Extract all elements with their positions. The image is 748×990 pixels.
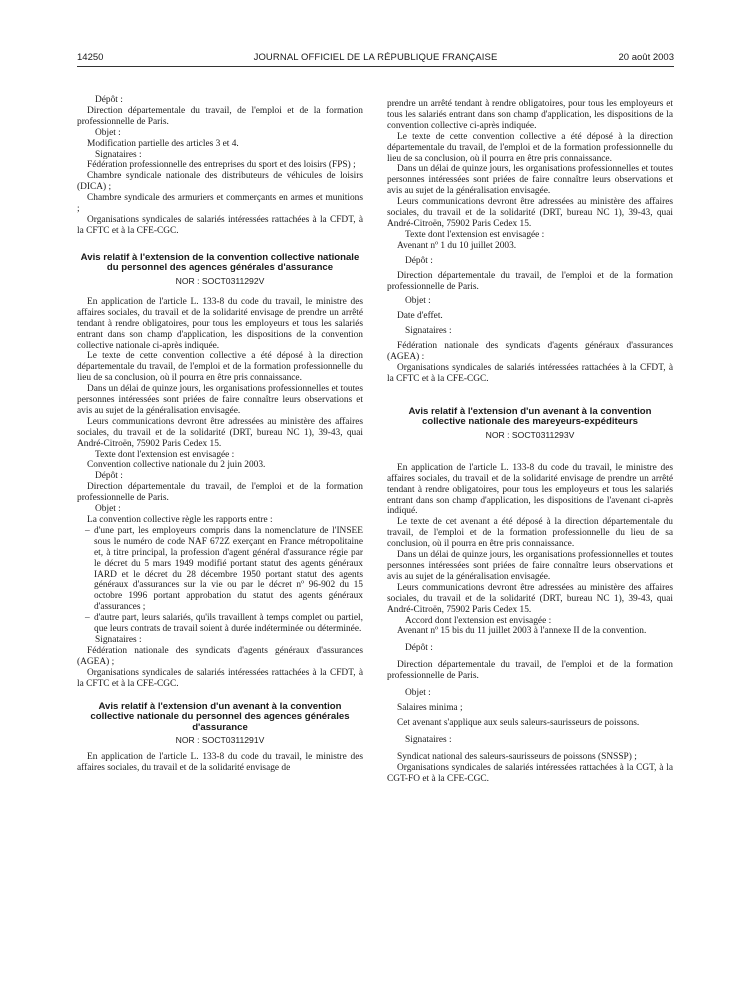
nor-reference: NOR : SOCT0311291V (175, 735, 265, 746)
label-signataires: Signataires : (405, 734, 452, 745)
paragraph: Avenant nº 15 bis du 11 juillet 2003 à l'annexe II de la convention. (397, 626, 647, 637)
paragraph: Date d'effet. (397, 311, 443, 322)
paragraph: Leurs communications devront être adressées au ministère des affaires sociales, du travail et de la solidarité (DRT, bureau NC 1), 39-43, quai André-Citroën, 75902 Paris Cedex 15. (387, 197, 673, 229)
paragraph: Salaires minima ; (397, 702, 463, 713)
paragraph: Direction départementale du travail, de l'emploi et de la formation professionnelle de Paris. (77, 482, 363, 504)
paragraph: Organisations syndicales de salariés intéressées rattachées à la CFDT, à la CFTC et à la CFE-CGC. (387, 362, 673, 384)
paragraph: Organisations syndicales de salariés intéressées rattachées à la CGT, à la CGT-FO et à la CFE-CGC. (387, 762, 673, 784)
label-objet: Objet : (405, 688, 431, 699)
paragraph: Modification partielle des articles 3 et 4. (87, 138, 239, 149)
paragraph: Direction départementale du travail, de l'emploi et de la formation professionnelle de Paris. (387, 660, 673, 682)
paragraph: Avenant nº 1 du 10 juillet 2003. (397, 240, 517, 251)
label-signataires: Signataires : (95, 149, 142, 160)
dash-list (77, 526, 363, 635)
paragraph: En application de l'article L. 133-8 du code du travail, le ministre des affaires sociales, du travail et de la solidarité envisage de prendre un arrêté tendant à rendre obligatoires, pour tous les employeurs et tous les salariés entrant dans son champ d'application, les dispositions de l'avenant ci-après indiqué. (387, 462, 673, 517)
section-title: Avis relatif à l'extension d'un avenant à la convention collective nationale du personnel des agences générales d'assurance (90, 700, 350, 733)
paragraph: Direction départementale du travail, de l'emploi et de la formation professionnelle de Paris. (77, 105, 363, 127)
paragraph: Le texte de cette convention collective a été déposé à la direction départementale du travail, de l'emploi et de la formation professionnelle du lieu de sa conclusion, où il pourra en être pris connaissance. (77, 351, 363, 384)
paragraph: La convention collective règle les rapports entre : (87, 515, 273, 525)
paragraph: Chambre syndicale des armuriers et commerçants en armes et munitions ; (77, 193, 363, 215)
label-texte: Texte dont l'extension est envisagée : (95, 449, 235, 460)
label-signataires: Signataires : (405, 326, 452, 337)
label-depot: Dépôt : (405, 255, 433, 266)
label-depot: Dépôt : (95, 95, 123, 105)
paragraph: En application de l'article L. 133-8 du code du travail, le ministre des affaires sociales, du travail et de la solidarité envisage de (77, 752, 363, 774)
paragraph: Convention collective nationale du 2 juin 2003. (87, 460, 266, 471)
list-item: – d'autre part, leurs salariés, qu'ils travaillent à temps complet ou partiel, que leurs contrats de travail soient à durée indéterminée ou déterminée. (85, 613, 363, 635)
journal-title: JOURNAL OFFICIEL DE LA RÉPUBLIQUE FRANÇAISE (253, 52, 498, 63)
label-depot: Dépôt : (95, 471, 123, 482)
list-item: – d'une part, les employeurs compris dans la nomenclature de l'INSEE sous le numéro de code NAF 672Z exerçant en France métropolitaine et, à titre principal, la profession d'agent général d'assurance régie par le décret du 5 mars 1949 modifié portant statut des agents généraux IARD et le décret du 28 décembre 1950 portant statut des agents généraux d'assurances sur la vie ou par le décret nº 96-902 du 15 octobre 1996 portant approbation du statut des agents généraux d'assurances ; (85, 526, 363, 613)
paragraph: Fédération nationale des syndicats d'agents généraux d'assurances (AGEA) : (387, 341, 673, 363)
paragraph: prendre un arrêté tendant à rendre obligatoires, pour tous les employeurs et tous les salariés entrant dans son champ d'application, les dispositions de la convention collective ci-après indiquée. (387, 99, 673, 131)
label-signataires: Signataires : (95, 634, 142, 645)
paragraph: Organisations syndicales de salariés intéressées rattachées à la CFDT, à la CFTC et à la CFE-CGC. (77, 667, 363, 689)
right-column (387, 99, 673, 784)
paragraph: Fédération nationale des syndicats d'agents généraux d'assurances (AGEA) ; (77, 645, 363, 667)
nor-reference: NOR : SOCT0311292V (175, 275, 265, 286)
paragraph: Le texte de cet avenant a été déposé à la direction départementale du travail, de l'emploi et de la formation professionnelle du lieu de sa conclusion, où il pourra en être pris connaissance. (387, 517, 673, 550)
running-header (77, 52, 674, 64)
paragraph: Syndicat national des saleurs-saurisseurs de poissons (SNSSP) ; (397, 751, 637, 762)
issue-date: 20 août 2003 (618, 52, 674, 63)
section-title: Avis relatif à l'extension de la convention collective nationale du personnel des agences générales d'assurance (80, 251, 360, 274)
paragraph: Dans un délai de quinze jours, les organisations professionnelles et toutes personnes intéressées sont priées de faire connaître leurs observations et avis au sujet de la généralisation envisagée. (77, 384, 363, 416)
label-objet: Objet : (405, 296, 431, 307)
paragraph: Dans un délai de quinze jours, les organisations professionnelles et toutes personnes intéressées sont priées de faire connaître leurs observations et avis au sujet de la généralisation envisagée. (387, 550, 673, 582)
label-objet: Objet : (95, 504, 121, 515)
paragraph: En application de l'article L. 133-8 du code du travail, le ministre des affaires sociales, du travail et de la solidarité envisage de prendre un arrêté tendant à rendre obligatoires, pour tous les employeurs et tous les salariés entrant dans son champ d'application, les dispositions de la convention collective nationale ci-après indiquée. (77, 296, 363, 351)
paragraph: Leurs communications devront être adressées au ministère des affaires sociales, du travail et de la solidarité (DRT, bureau NC 1), 39-43, quai André-Citroën, 75902 Paris Cedex 15. (387, 582, 673, 615)
paragraph: Fédération professionnelle des entreprises du sport et des loisirs (FPS) ; (87, 160, 356, 171)
label-accord: Accord dont l'extension est envisagée : (405, 615, 552, 626)
paragraph: Cet avenant s'applique aux seuls saleurs-saurisseurs de poissons. (397, 717, 640, 728)
section-title: Avis relatif à l'extension d'un avenant à la convention collective nationale des mareyeurs-expéditeurs (408, 405, 652, 428)
left-column (77, 95, 363, 774)
paragraph: Organisations syndicales de salariés intéressées rattachées à la CFDT, à la CFTC et à la CFE-CGC. (77, 214, 363, 236)
paragraph: Leurs communications devront être adressées au ministère des affaires sociales, du travail et de la solidarité (DRT, bureau NC 1), 39-43, quai André-Citroën, 75902 Paris Cedex 15. (77, 416, 363, 449)
paragraph: Direction départementale du travail, de l'emploi et de la formation professionnelle de Paris. (387, 270, 673, 292)
nor-reference: NOR : SOCT0311293V (485, 429, 575, 440)
page-number: 14250 (77, 52, 104, 63)
paragraph: Le texte de cette convention collective a été déposé à la direction départementale du travail, de l'emploi et de la formation professionnelle du lieu de sa conclusion, où il pourra en être pris connaissance. (387, 131, 673, 164)
header-rule (77, 66, 674, 67)
paragraph: Chambre syndicale nationale des distributeurs de véhicules de loisirs (DICA) ; (77, 171, 363, 193)
label-depot: Dépôt : (405, 643, 433, 654)
label-objet: Objet : (95, 127, 121, 138)
label-texte: Texte dont l'extension est envisagée : (405, 229, 545, 240)
paragraph: Dans un délai de quinze jours, les organisations professionnelles et toutes personnes intéressées sont priées de faire connaître leurs observations et avis au sujet de la généralisation envisagée. (387, 164, 673, 197)
